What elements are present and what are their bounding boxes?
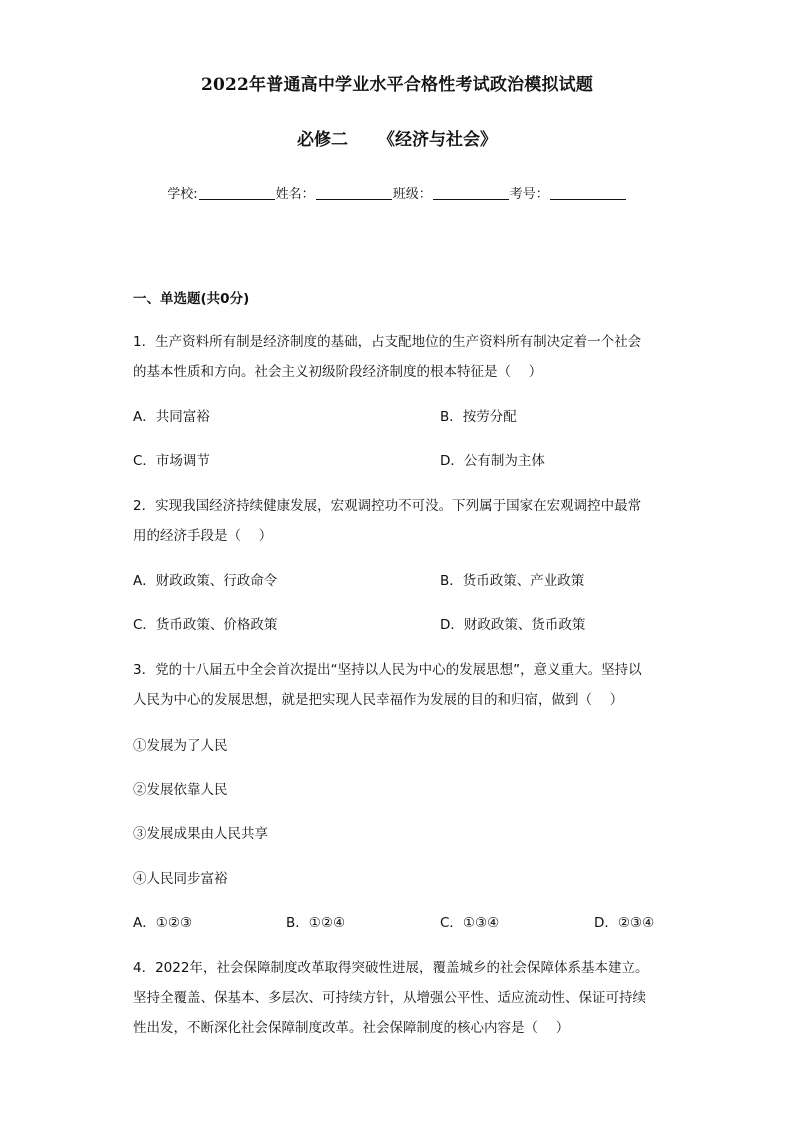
question-3-stem: [133, 655, 668, 715]
q3-statement-1: ①发展为了人民: [133, 738, 228, 754]
question-line: 2．实现我国经济持续健康发展，宏观调控功不可没。下列属于国家在宏观调控中最常: [133, 498, 642, 514]
question-line: 1．生产资料所有制是经济制度的基础，占支配地位的生产资料所有制决定着一个社会: [133, 334, 642, 350]
class-label: 班级：: [392, 187, 432, 202]
question-line: 4．2022年，社会保障制度改革取得突破性进展，覆盖城乡的社会保障体系基本建立。: [133, 960, 649, 976]
subtitle-module: 必修二: [297, 130, 348, 150]
question-1-stem: [133, 327, 668, 387]
q3-option-c[interactable]: C．①③④: [440, 915, 500, 931]
exam-subtitle: [0, 125, 794, 150]
q3-statement-3: ③发展成果由人民共享: [133, 826, 268, 842]
school-label: 学校:: [167, 187, 198, 202]
section-heading: 一、单选题(共0分): [133, 291, 250, 307]
q1-option-d[interactable]: D．公有制为主体: [440, 453, 545, 469]
exam-title: 2022年普通高中学业水平合格性考试政治模拟试题: [200, 75, 594, 95]
question-line: 人民为中心的发展思想，就是把实现人民幸福作为发展的目的和归宿，做到（ ）: [133, 692, 624, 708]
question-line: 坚持全覆盖、保基本、多层次、可持续方针，从增强公平性、适应流动性、保证可持续: [133, 990, 646, 1006]
question-2-stem: [133, 491, 668, 551]
q2-option-d[interactable]: D．财政政策、货币政策: [440, 617, 586, 633]
q1-option-a[interactable]: A．共同富裕: [133, 409, 210, 425]
q3-statement-2: ②发展依靠人民: [133, 782, 228, 798]
name-blank[interactable]: [316, 186, 392, 200]
exam-number-label: 考号：: [509, 187, 549, 202]
subtitle-book: 《经济与社会》: [378, 130, 497, 150]
q3-option-b[interactable]: B．①②④: [286, 915, 346, 931]
q2-option-a[interactable]: A．财政政策、行政命令: [133, 573, 278, 589]
question-line: 性出发，不断深化社会保障制度改革。社会保障制度的核心内容是（ ）: [133, 1020, 570, 1036]
question-4-stem: [133, 953, 673, 1043]
q1-option-b[interactable]: B．按劳分配: [440, 409, 517, 425]
school-blank[interactable]: [199, 186, 275, 200]
student-info-row: [0, 183, 794, 202]
name-label: 姓名：: [275, 187, 315, 202]
q3-option-d[interactable]: D．②③④: [594, 915, 655, 931]
exam-number-blank[interactable]: [550, 186, 626, 200]
q2-option-b[interactable]: B．货币政策、产业政策: [440, 573, 585, 589]
class-blank[interactable]: [433, 186, 509, 200]
q3-statement-4: ④人民同步富裕: [133, 871, 228, 887]
question-line: 3．党的十八届五中全会首次提出“坚持以人民为中心的发展思想”，意义重大。坚持以: [133, 662, 642, 678]
question-line: 的基本性质和方向。社会主义初级阶段经济制度的根本特征是（ ）: [133, 364, 543, 380]
q1-option-c[interactable]: C．市场调节: [133, 453, 210, 469]
question-line: 用的经济手段是（ ）: [133, 528, 273, 544]
q3-option-a[interactable]: A．①②③: [133, 915, 193, 931]
q2-option-c[interactable]: C．货币政策、价格政策: [133, 617, 278, 633]
